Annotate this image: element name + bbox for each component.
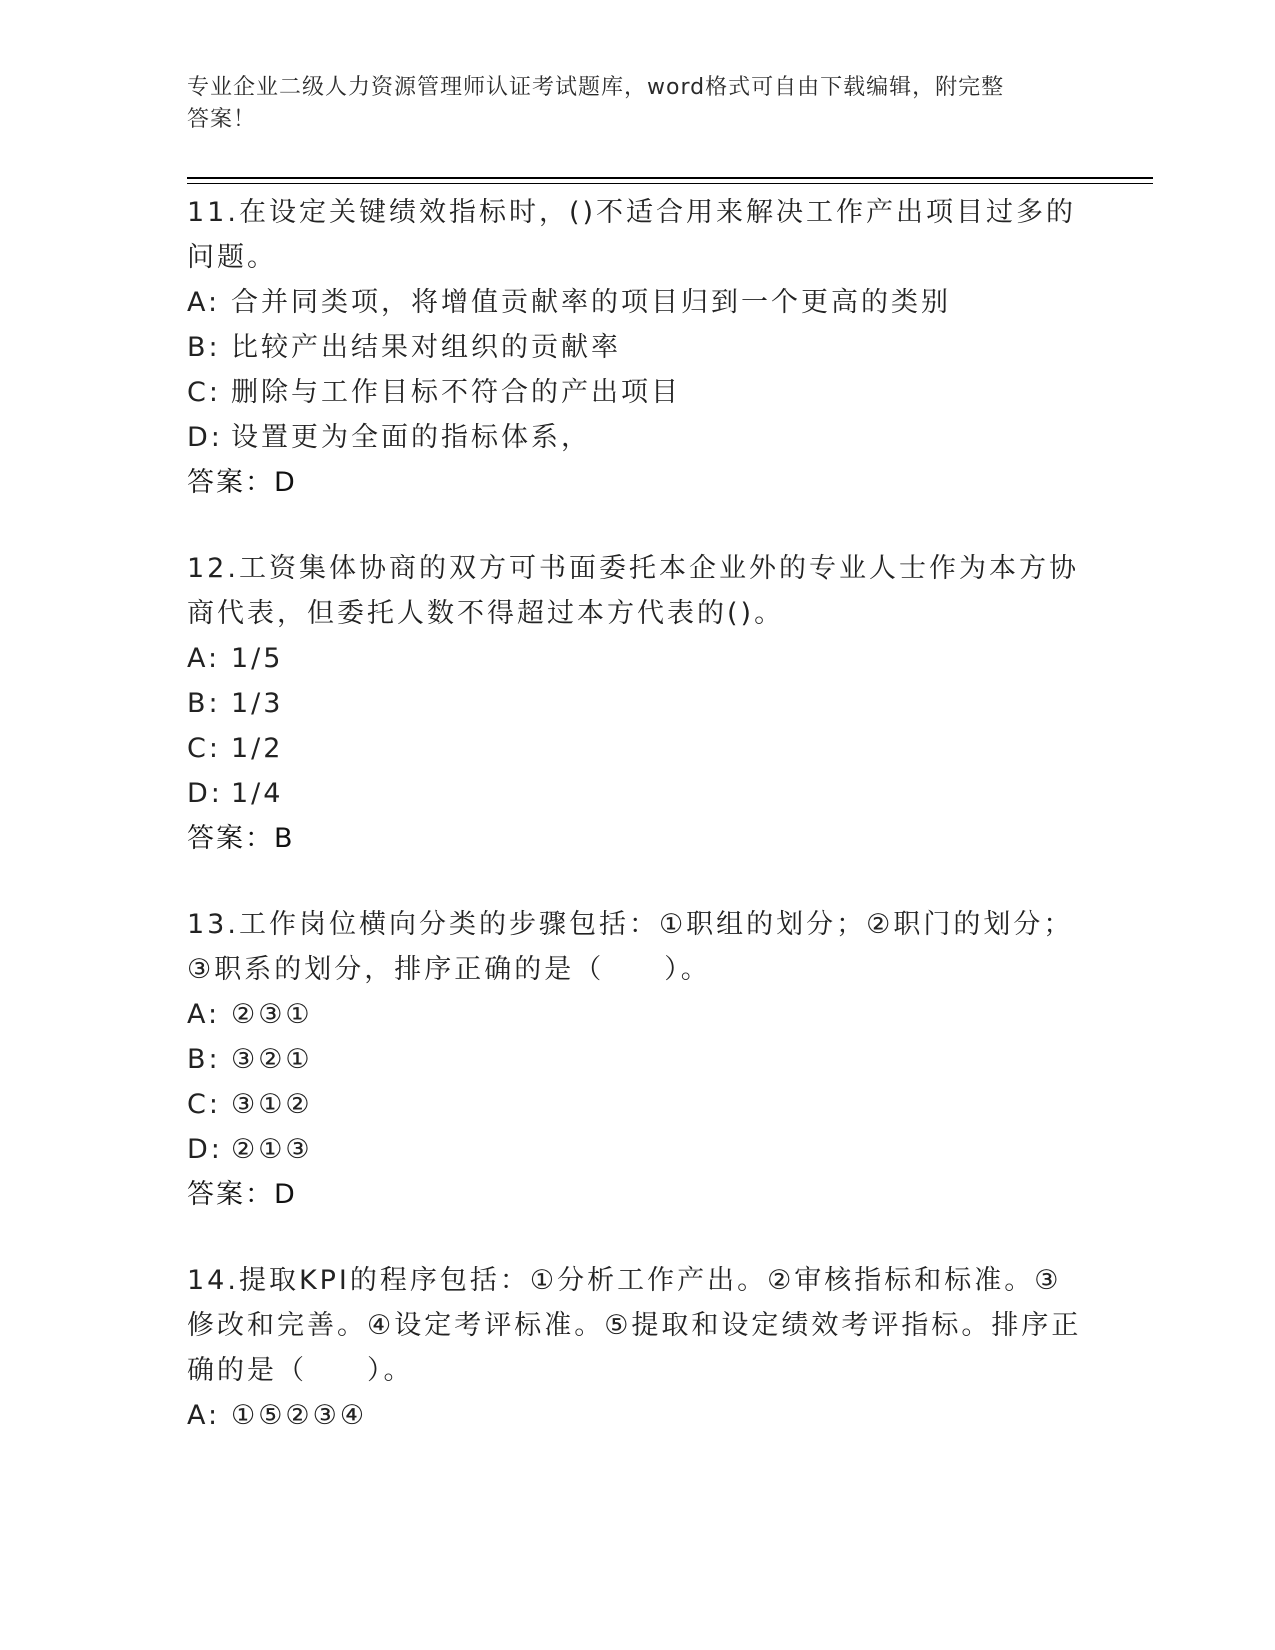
option-a	[187, 1393, 1087, 1438]
option-c	[187, 726, 1087, 771]
option-text: ②③①	[231, 999, 313, 1030]
option-label: D:	[187, 778, 223, 809]
option-text: ③②①	[231, 1044, 313, 1075]
option-text: 1/3	[231, 688, 284, 719]
header-divider-thin	[187, 183, 1153, 184]
answer-line: 答案：B	[187, 823, 295, 854]
option-label: A:	[187, 287, 221, 318]
option-d	[187, 415, 1087, 460]
option-c	[187, 370, 1087, 415]
option-a	[187, 992, 1087, 1037]
option-b	[187, 1037, 1087, 1082]
document-header	[187, 72, 1067, 136]
option-label: A:	[187, 643, 221, 674]
question-11	[187, 190, 1087, 505]
option-c	[187, 1082, 1087, 1127]
option-text: ②①③	[231, 1134, 313, 1165]
option-label: D:	[187, 422, 223, 453]
question-stem: 14.提取KPI的程序包括：①分析工作产出。②审核指标和标准。③修改和完善。④设定考评标准。⑤提取和设定绩效考评指标。排序正确的是（ ）。	[187, 1265, 1082, 1386]
header-divider-thick	[187, 177, 1153, 179]
option-label: B:	[187, 332, 221, 363]
option-text: ③①②	[231, 1089, 313, 1120]
option-text: 合并同类项，将增值贡献率的项目归到一个更高的类别	[231, 287, 951, 318]
header-line-2: 答案！	[187, 107, 257, 132]
option-text: ①⑤②③④	[231, 1400, 368, 1431]
option-b	[187, 681, 1087, 726]
option-a	[187, 280, 1087, 325]
answer-line: 答案：D	[187, 467, 297, 498]
option-text: 1/5	[231, 643, 284, 674]
option-label: A:	[187, 999, 221, 1030]
question-13	[187, 902, 1087, 1217]
option-b	[187, 325, 1087, 370]
option-label: B:	[187, 1044, 221, 1075]
question-14	[187, 1258, 1087, 1438]
answer-line: 答案：D	[187, 1179, 297, 1210]
option-a	[187, 636, 1087, 681]
option-label: C:	[187, 1089, 221, 1120]
question-12	[187, 546, 1087, 861]
option-text: 比较产出结果对组织的贡献率	[231, 332, 621, 363]
option-text: 删除与工作目标不符合的产出项目	[231, 377, 681, 408]
question-list	[187, 190, 1087, 1479]
option-label: B:	[187, 688, 221, 719]
option-label: A:	[187, 1400, 221, 1431]
question-stem: 13.工作岗位横向分类的步骤包括：①职组的划分；②职门的划分；③职系的划分，排序正确的是（ ）。	[187, 909, 1074, 985]
option-d	[187, 1127, 1087, 1172]
option-text: 1/4	[231, 778, 284, 809]
option-label: D:	[187, 1134, 223, 1165]
option-text: 1/2	[231, 733, 284, 764]
question-stem: 11.在设定关键绩效指标时，()不适合用来解决工作产出项目过多的问题。	[187, 197, 1077, 273]
question-stem: 12.工资集体协商的双方可书面委托本企业外的专业人士作为本方协商代表，但委托人数不得超过本方代表的()。	[187, 553, 1079, 629]
option-text: 设置更为全面的指标体系，	[231, 422, 591, 453]
option-label: C:	[187, 377, 221, 408]
header-line-1: 专业企业二级人力资源管理师认证考试题库，word格式可自由下载编辑，附完整	[187, 75, 1005, 100]
option-d	[187, 771, 1087, 816]
option-label: C:	[187, 733, 221, 764]
